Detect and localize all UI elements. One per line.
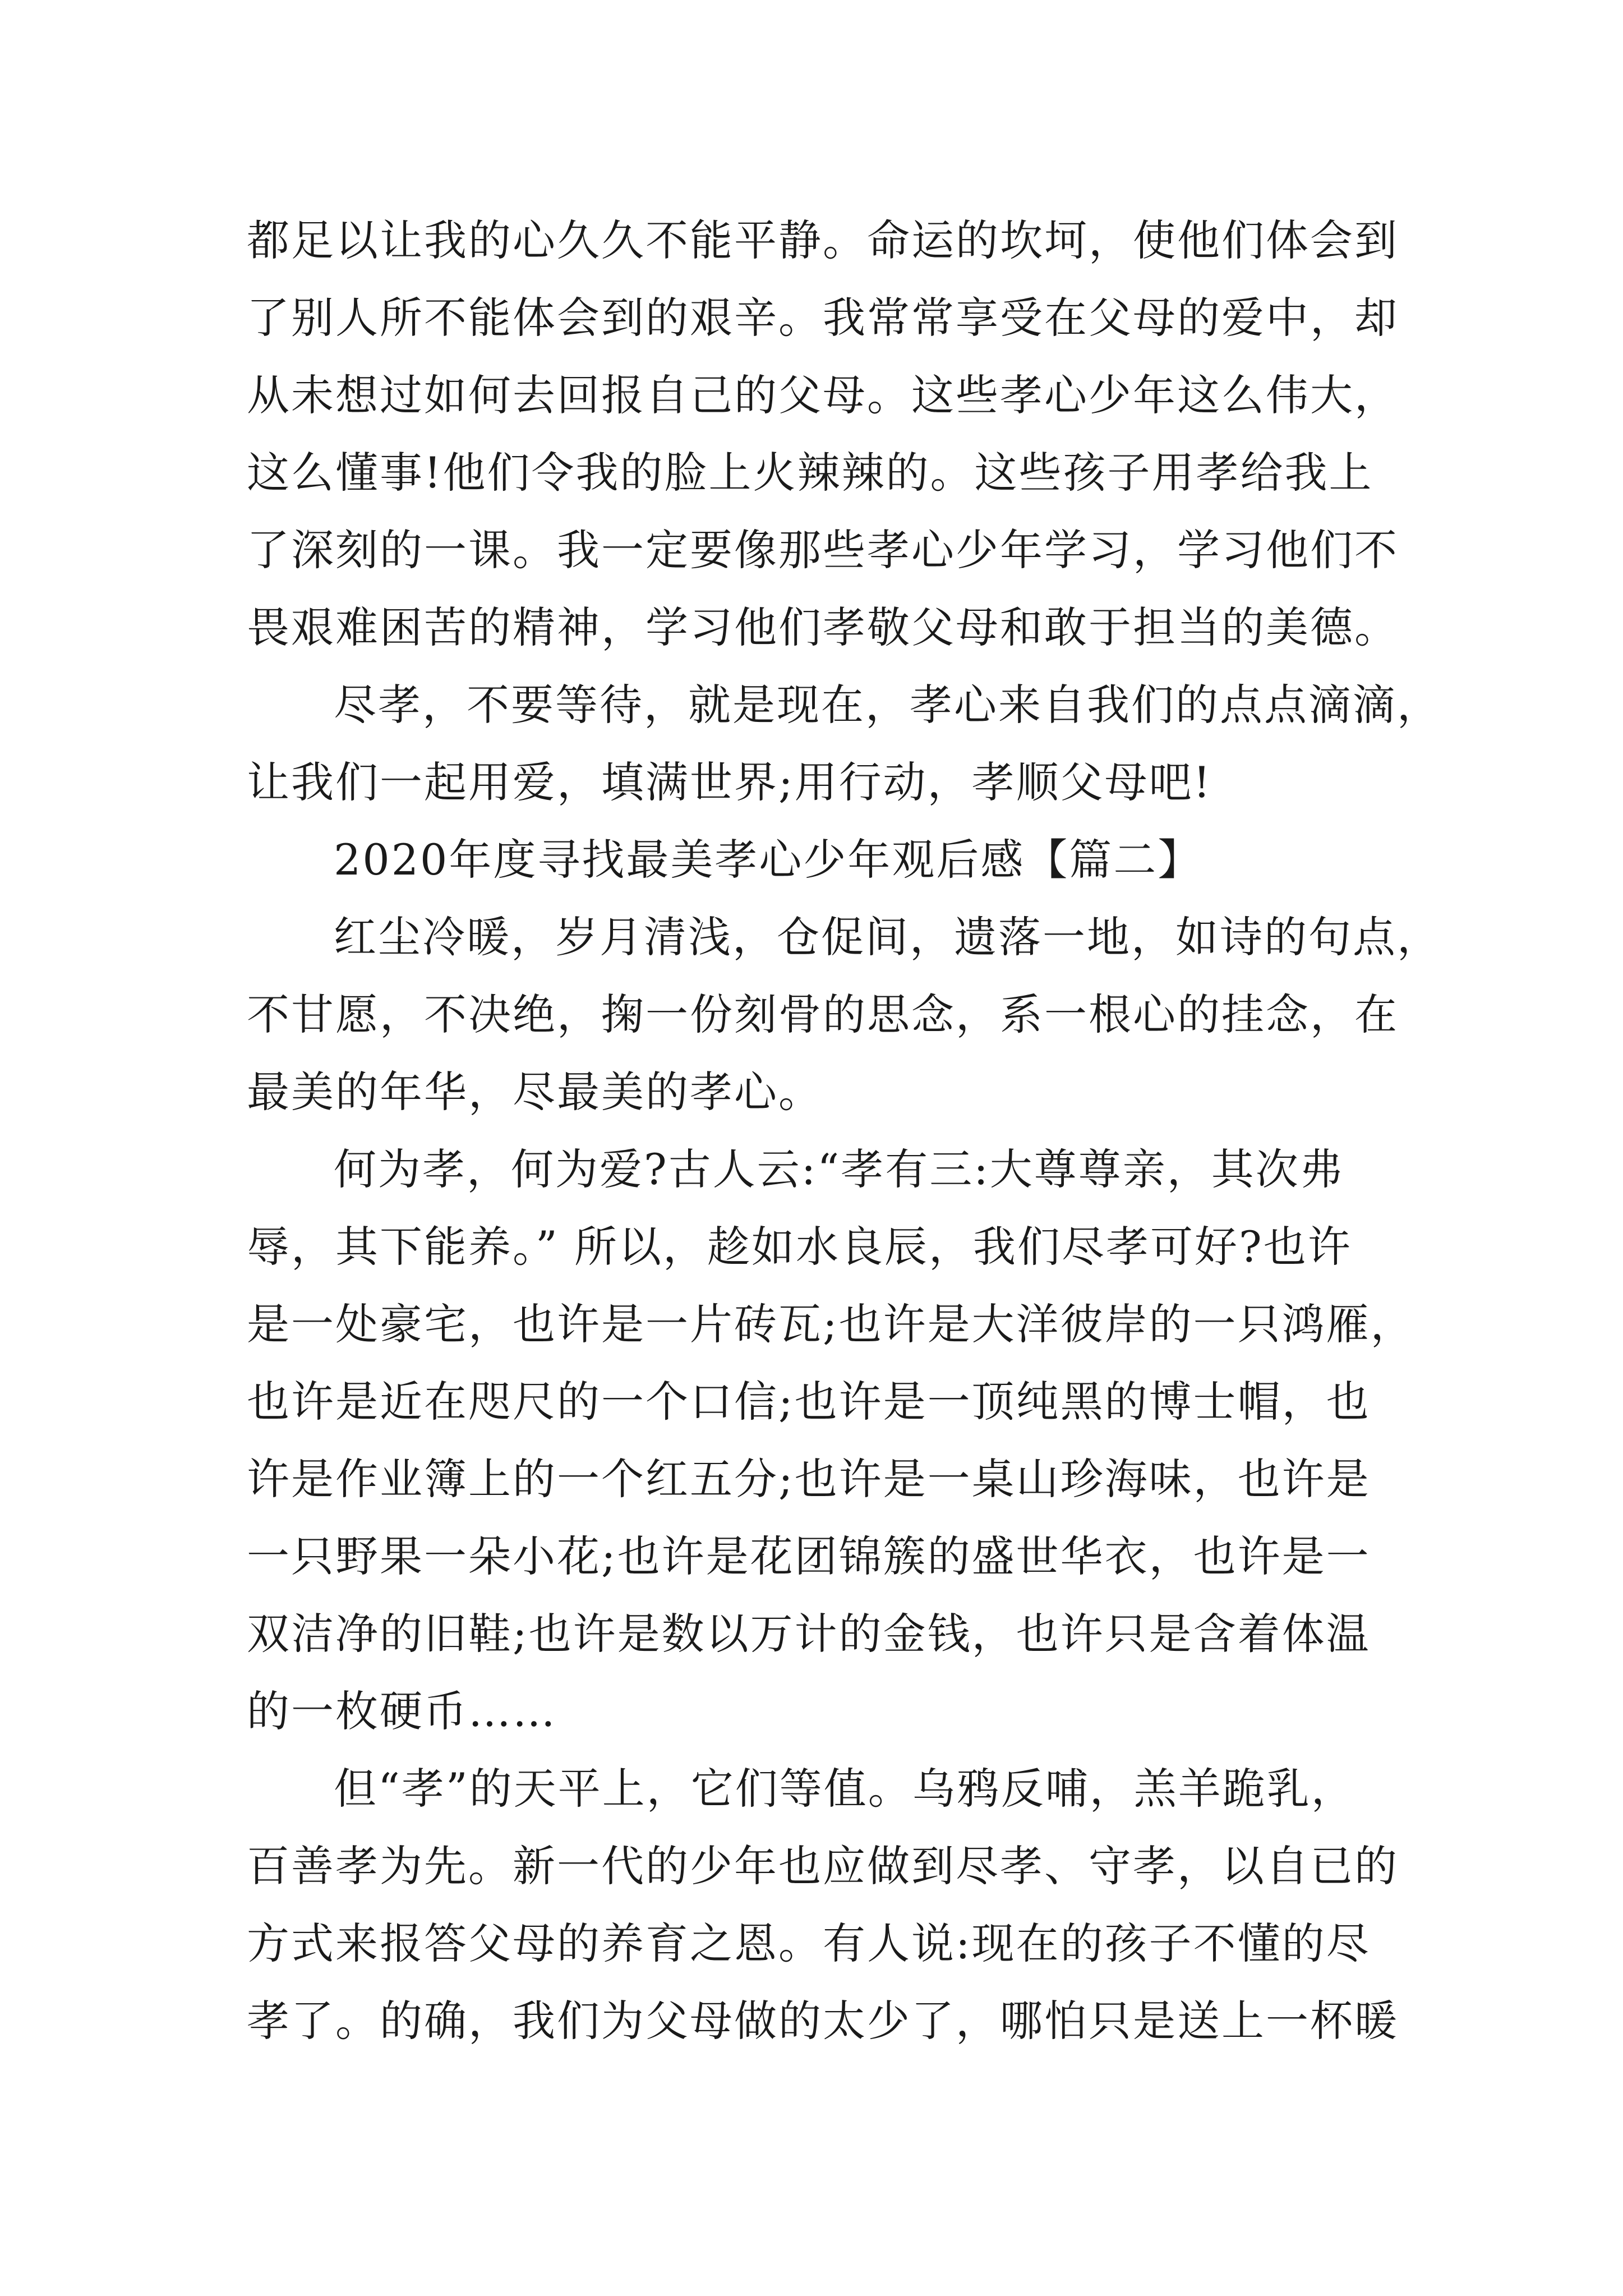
text-line: 孝了。的确，我们为父母做的太少了，哪怕只是送上一杯暖	[247, 1996, 1399, 2046]
text-line: 不甘愿，不决绝，掬一份刻骨的思念，系一根心的挂念，在	[247, 990, 1399, 1039]
text-line: 的一枚硬币……	[247, 1686, 557, 1736]
text-line: 畏艰难困苦的精神，学习他们孝敬父母和敢于担当的美德。	[247, 602, 1399, 652]
text-line: 从未想过如何去回报自己的父母。这些孝心少年这么伟大，	[247, 370, 1399, 420]
text-line: 了别人所不能体会到的艰辛。我常常享受在父母的爱中，却	[247, 293, 1399, 343]
text-line: 让我们一起用爱，填满世界;用行动，孝顺父母吧!	[247, 757, 1212, 807]
text-line: 方式来报答父母的养育之恩。有人说:现在的孩子不懂的尽	[247, 1918, 1371, 1968]
text-line: 何为孝，何为爱?古人云:“孝有三:大尊尊亲，其次弗	[334, 1144, 1344, 1194]
text-line: 是一处豪宅，也许是一片砖瓦;也许是大洋彼岸的一只鸿雁，	[247, 1299, 1415, 1349]
text-line: 许是作业簿上的一个红五分;也许是一桌山珍海味，也许是	[247, 1454, 1371, 1504]
text-line: 尽孝，不要等待，就是现在，孝心来自我们的点点滴滴，	[334, 680, 1441, 730]
text-line: 也许是近在咫尺的一个口信;也许是一顶纯黑的博士帽，也	[247, 1377, 1371, 1427]
text-line: 辱，其下能养。” 所以，趁如水良辰，我们尽孝可好?也许	[247, 1222, 1352, 1272]
text-line: 都足以让我的心久久不能平静。命运的坎坷，使他们体会到	[247, 215, 1399, 265]
text-line: 百善孝为先。新一代的少年也应做到尽孝、守孝，以自已的	[247, 1841, 1399, 1891]
text-line: 这么懂事!他们令我的脸上火辣辣的。这些孩子用孝给我上	[247, 448, 1373, 498]
text-line: 红尘冷暖，岁月清浅，仓促间，遗落一地，如诗的句点，	[334, 912, 1441, 962]
text-line: 最美的年华，尽最美的孝心。	[247, 1067, 823, 1117]
text-line: 但“孝”的天平上，它们等值。乌鸦反哺，羔羊跪乳，	[334, 1764, 1355, 1814]
text-line: 一只野果一朵小花;也许是花团锦簇的盛世华衣，也许是一	[247, 1531, 1371, 1581]
document-body-text	[247, 202, 1441, 2060]
text-line: 了深刻的一课。我一定要像那些孝心少年学习，学习他们不	[247, 525, 1399, 575]
text-line: 2020年度寻找最美孝心少年观后感【篇二】	[334, 835, 1202, 885]
text-line: 双洁净的旧鞋;也许是数以万计的金钱，也许只是含着体温	[247, 1609, 1371, 1659]
